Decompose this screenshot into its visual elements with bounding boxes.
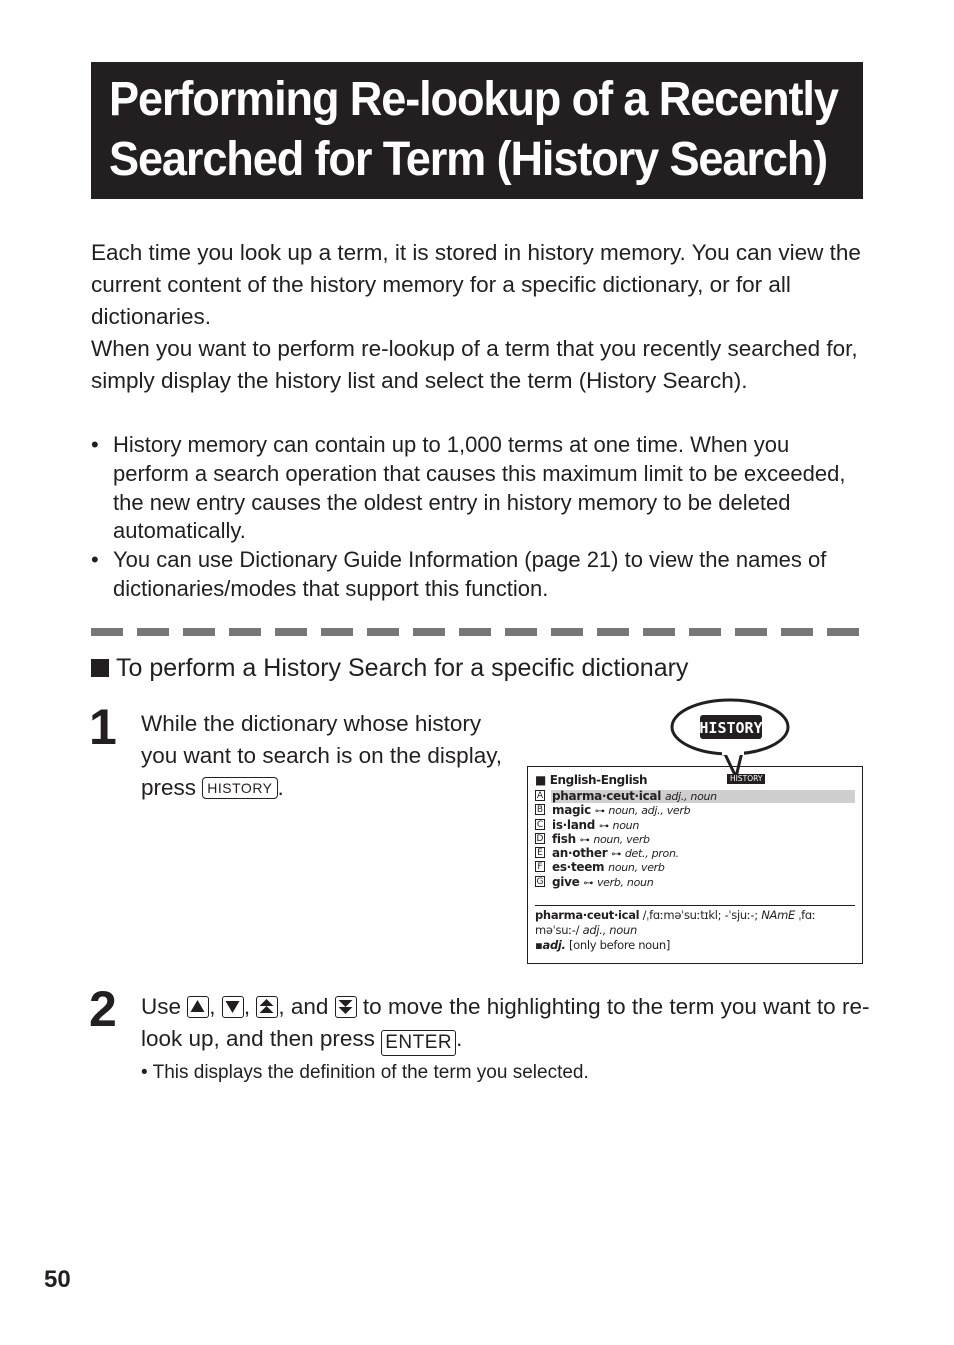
step-2-and: , and (278, 994, 329, 1019)
definition-line-3 (535, 938, 857, 953)
definition-preview (535, 908, 857, 953)
row-letter: B (536, 805, 544, 816)
bullet-icon: • (91, 547, 99, 573)
step-2-period: . (456, 1026, 463, 1051)
key-icon: ⊶ (583, 877, 594, 889)
section-heading (91, 652, 688, 684)
page-title-line-1: Performing Re-lookup of a Recently (109, 73, 838, 126)
note-text: History memory can contain up to 1,000 terms at one time. When you perform a search operation that causes this maximum limit to be exceeded, the new entry causes the oldest entry in history memory to be deleted automatically. (113, 432, 846, 544)
page-title-line-2: Searched for Term (History Search) (109, 133, 828, 186)
row-letter: C (536, 819, 544, 830)
definition-pos: adj., noun (582, 923, 637, 937)
history-list-item[interactable] (535, 789, 855, 803)
row-term: pharma·ceut·ical (552, 789, 662, 803)
row-letter: E (535, 847, 545, 858)
row-pos: det., pron. (624, 847, 679, 861)
bubble-history-label: HISTORY (699, 719, 763, 737)
step-2-comma: , (209, 994, 216, 1019)
row-term: magic (552, 803, 591, 818)
definition-pron-cont: məˈsuː-/ (535, 923, 583, 937)
section-heading-text: To perform a History Search for a specific dictionary (116, 654, 689, 682)
up-arrow-icon (187, 996, 209, 1018)
screen-divider (535, 905, 855, 906)
page-title-banner (91, 62, 863, 199)
key-icon: ⊶ (579, 834, 590, 846)
page-number: 50 (44, 1266, 71, 1293)
step-2-comma: , (243, 994, 251, 1019)
history-key-icon: HISTORY (202, 777, 277, 799)
note-text: You can use Dictionary Guide Information (page 21) to view the names of dictionaries/modes that support this function. (113, 547, 827, 601)
step-2-note: • This displays the definition of the term you selected. (141, 1062, 589, 1083)
row-term: is·land (552, 817, 596, 832)
row-letter: D (536, 833, 544, 844)
row-term: fish (552, 831, 576, 846)
definition-pron: /ˌfɑːməˈsuːtɪkl; -ˈsjuː-; (642, 908, 762, 922)
step-2-instruction: to move the highlighting to the term you want to re-look up, and then press (141, 994, 870, 1051)
step-2-use: Use (141, 994, 182, 1019)
row-pos: noun, adj., verb (608, 804, 691, 818)
row-pos: noun, verb (608, 861, 665, 875)
row-letter: G (536, 876, 544, 887)
list-item (91, 546, 871, 604)
enter-key-icon: ENTER (381, 1030, 456, 1056)
dictionary-screen (527, 766, 863, 964)
row-pos: noun (612, 818, 639, 832)
step-2-text (141, 991, 881, 1056)
step-1-number: 1 (89, 699, 117, 755)
row-letter: F (535, 861, 545, 872)
row-term: an·other (552, 846, 608, 861)
key-icon: ⊶ (611, 849, 621, 861)
history-list-item[interactable] (535, 818, 855, 832)
step-1-text (141, 708, 521, 804)
step-1-instruction: While the dictionary whose history you want to search is on the display, press (141, 711, 503, 800)
page-up-icon (256, 996, 278, 1018)
intro-paragraph-1: Each time you look up a term, it is stored in history memory. You can view the current content of the history memory for a specific dictionary, or for all dictionaries. (91, 240, 861, 329)
definition-region-label: NAmE (761, 908, 795, 922)
screen-dictionary-name: ■ English-English (535, 773, 648, 787)
definition-sense-pos: adj. (542, 938, 566, 952)
history-list-item[interactable] (535, 846, 855, 860)
step-2-number: 2 (89, 981, 117, 1037)
intro-text (91, 237, 871, 397)
step-1-period: . (277, 775, 284, 800)
row-term: es·teem (552, 860, 605, 875)
history-list-item[interactable] (535, 832, 855, 846)
notes-list (91, 431, 871, 604)
intro-paragraph-2: When you want to perform re-lookup of a term that you recently searched for, simply display the history list and select the term (History Search). (91, 336, 858, 393)
list-item (91, 431, 871, 546)
definition-line-1 (535, 908, 857, 923)
history-list-item[interactable] (535, 860, 855, 874)
history-list-item[interactable] (535, 803, 855, 817)
row-letter: A (536, 791, 544, 801)
history-list (535, 789, 855, 889)
page-down-icon (335, 996, 357, 1018)
screen-history-badge: HISTORY (727, 774, 765, 784)
row-pos: adj., noun (664, 790, 717, 803)
row-term: give (552, 874, 580, 889)
definition-pron-2: ˌfɑː (794, 908, 816, 922)
square-bullet-icon (91, 659, 109, 677)
down-arrow-icon (222, 996, 244, 1018)
key-icon: ⊶ (594, 806, 605, 818)
definition-sense-text: [only before noun] (565, 938, 671, 952)
definition-headword: pharma·ceut·ical (535, 908, 640, 922)
definition-line-2 (535, 923, 857, 938)
row-pos: noun, verb (593, 832, 650, 846)
definition-mark: ▪ (535, 938, 543, 952)
bullet-icon: • (91, 432, 99, 457)
dashed-divider (91, 628, 863, 636)
row-pos: verb, noun (596, 875, 654, 889)
key-icon: ⊶ (598, 820, 609, 832)
history-list-item[interactable] (535, 875, 855, 889)
